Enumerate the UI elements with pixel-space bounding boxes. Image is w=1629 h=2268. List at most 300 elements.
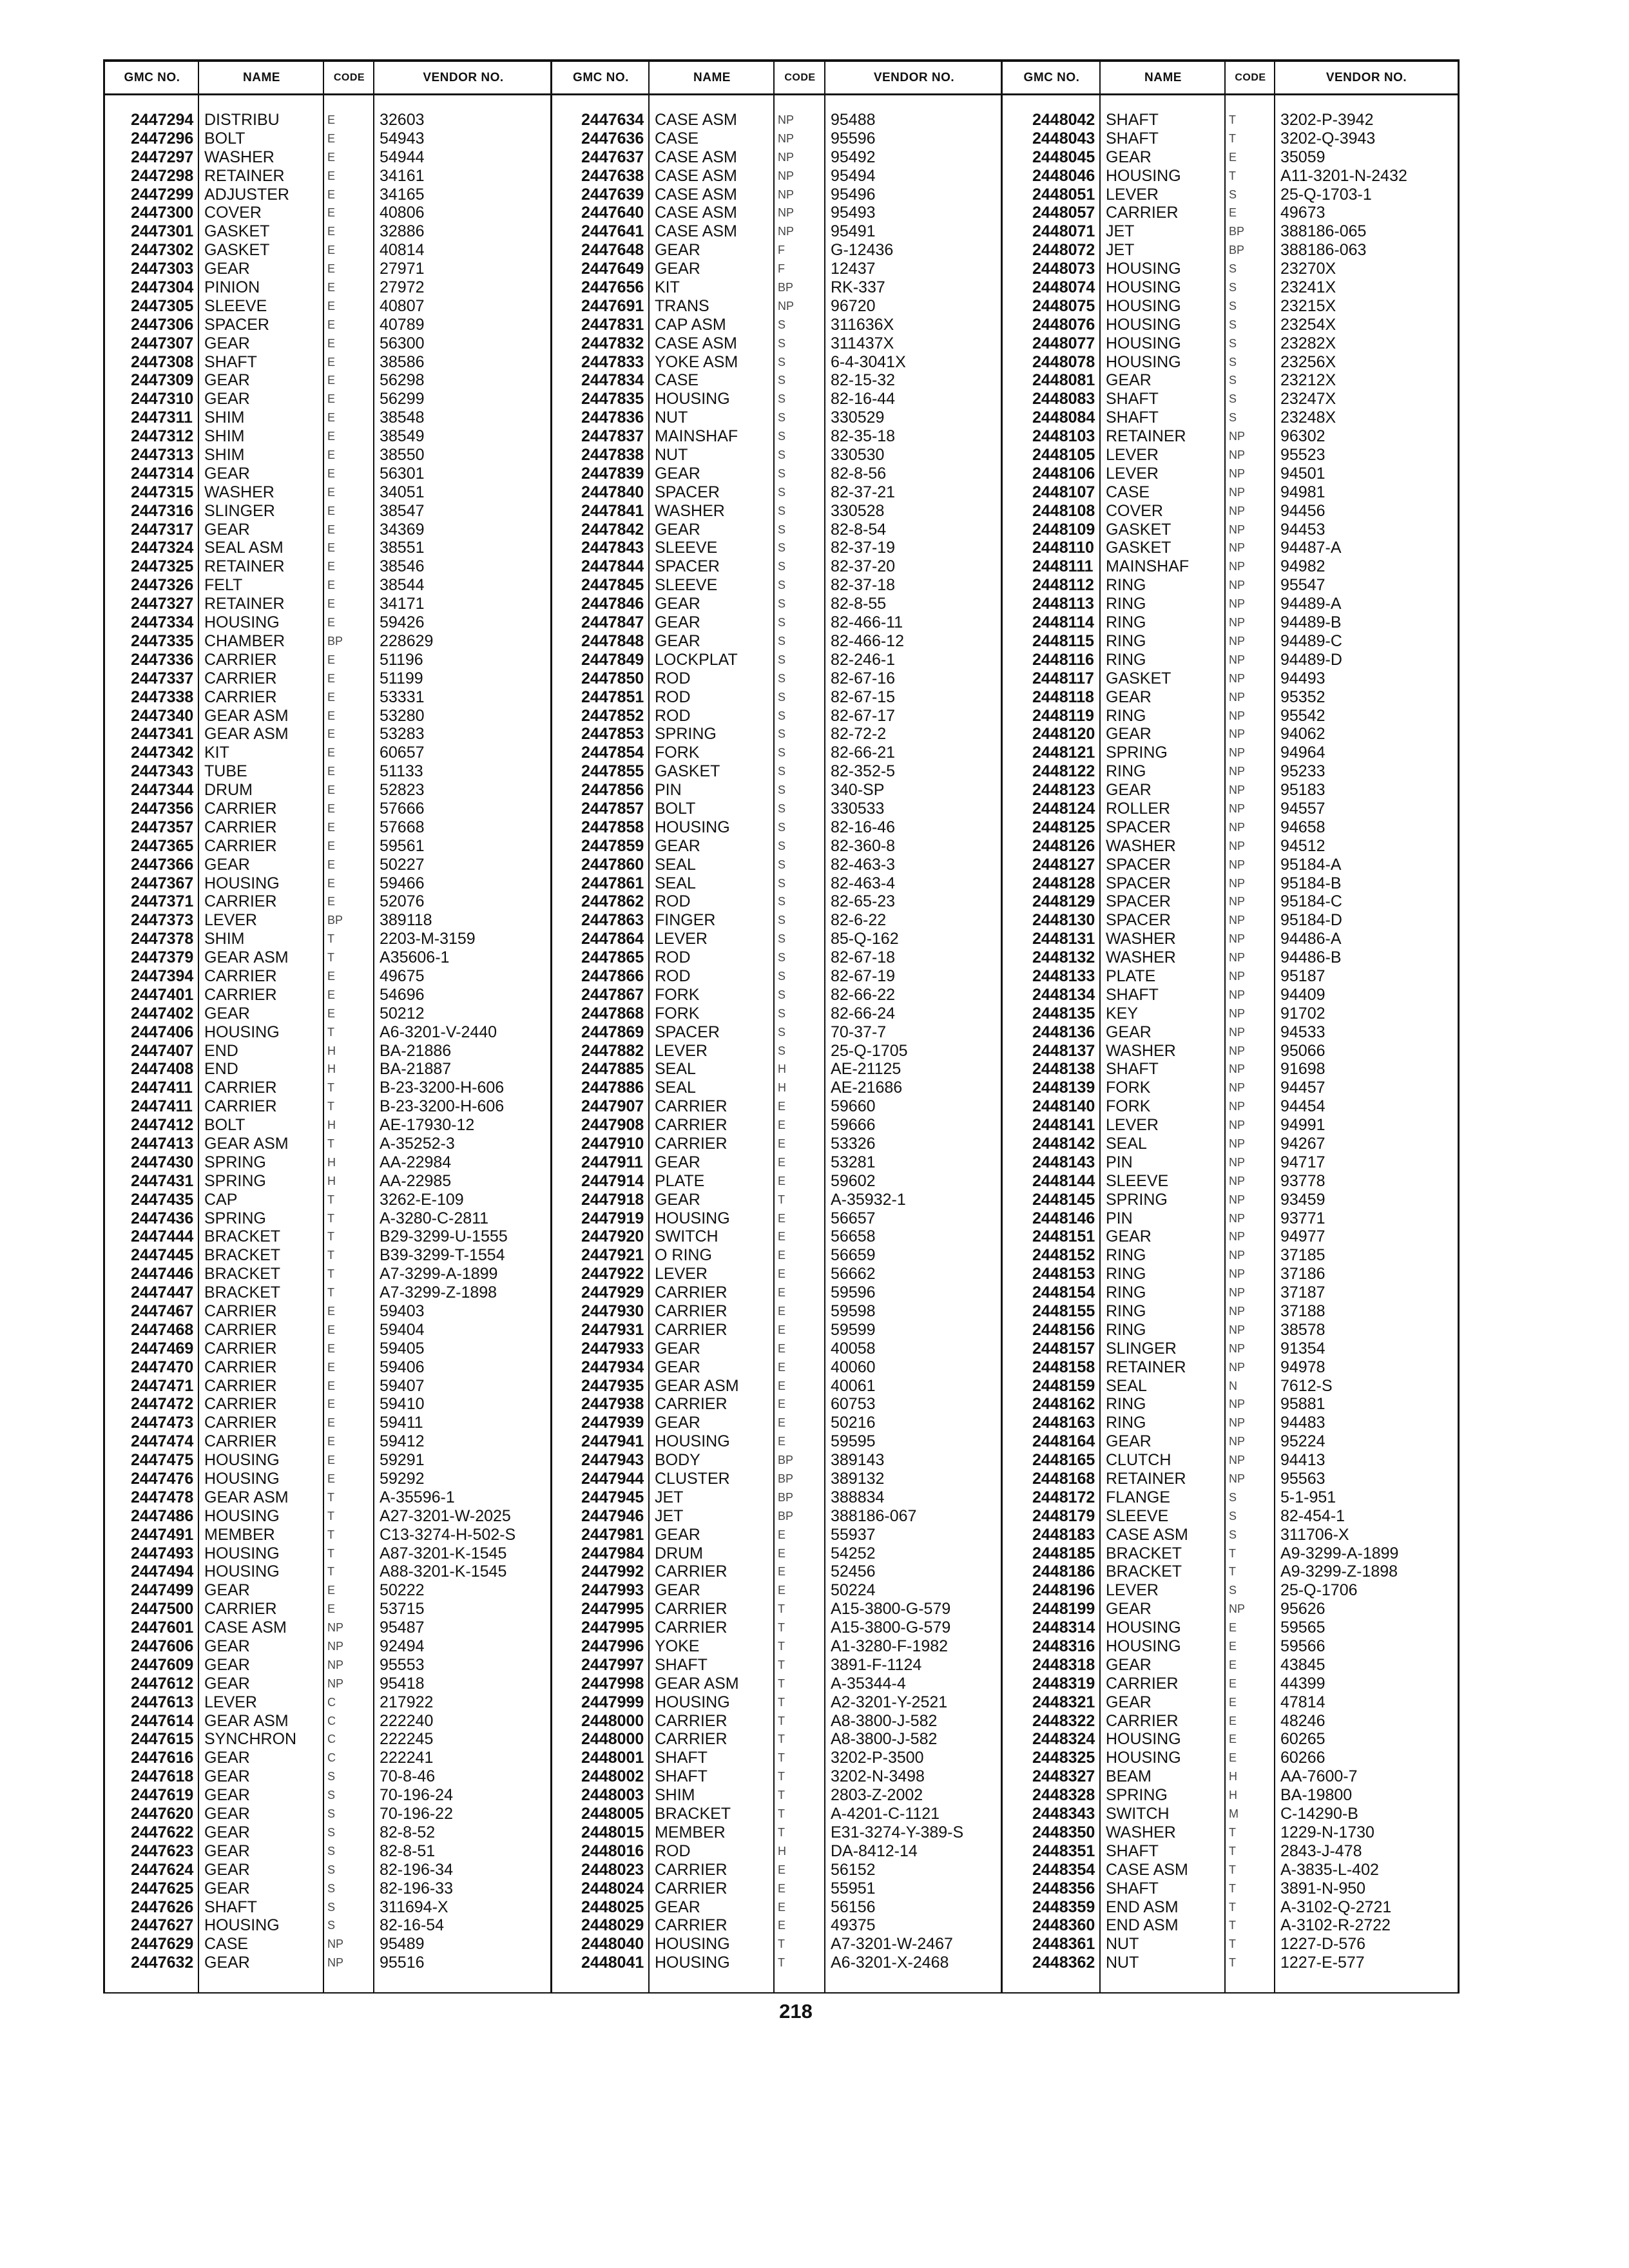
code-cell: E [1229, 206, 1237, 220]
part-name-cell: CASE ASM [655, 111, 737, 129]
vendor-no-cell: 56657 [831, 1209, 876, 1227]
code-cell: T [778, 1621, 785, 1635]
vendor-no-cell: 59595 [831, 1432, 876, 1451]
table-row [1003, 1619, 1458, 1637]
table-row [1003, 1954, 1458, 1972]
part-name-cell: SHIM [204, 446, 245, 465]
code-cell: E [327, 616, 336, 629]
part-name-cell: CARRIER [655, 1619, 728, 1637]
table-row [1003, 1042, 1458, 1061]
gmc-no-cell: 2448119 [1032, 706, 1094, 725]
table-row [552, 1246, 1001, 1265]
code-cell: S [778, 448, 786, 462]
code-cell: E [327, 653, 336, 666]
part-name-cell: LEVER [1106, 1116, 1159, 1135]
vendor-no-cell: 37185 [1280, 1246, 1325, 1265]
gmc-no-cell: 2447992 [581, 1562, 644, 1581]
part-name-cell: SWITCH [1106, 1805, 1170, 1823]
table-row [1003, 483, 1458, 502]
part-name-cell: GASKET [1106, 669, 1171, 687]
part-name-cell: PLATE [1106, 966, 1156, 985]
gmc-no-cell: 2447885 [581, 1060, 644, 1079]
part-name-cell: ROD [655, 687, 691, 706]
gmc-no-cell: 2448045 [1032, 148, 1095, 166]
code-cell: S [778, 690, 786, 704]
gmc-no-cell: 2447334 [131, 613, 194, 632]
part-name-cell: SPACER [204, 315, 269, 334]
table-row [105, 408, 550, 427]
part-name-cell: GEAR [204, 1674, 250, 1693]
vendor-no-cell: 37186 [1280, 1265, 1325, 1283]
vendor-no-cell: 94456 [1280, 501, 1325, 520]
part-name-cell: CASE [655, 129, 699, 148]
part-name-cell: GASKET [204, 241, 270, 260]
gmc-no-cell: 2447407 [131, 1041, 194, 1060]
gmc-no-cell: 2447609 [131, 1655, 194, 1674]
part-name-cell: YOKE ASM [655, 352, 738, 371]
part-name-cell: END ASM [1106, 1916, 1179, 1935]
code-cell: S [1229, 187, 1237, 201]
gmc-no-cell: 2448113 [1032, 595, 1094, 613]
table-row [1003, 1767, 1458, 1786]
gmc-no-cell: 2447302 [131, 241, 194, 260]
table-row [105, 1283, 550, 1302]
code-cell: S [778, 411, 786, 425]
table-block-2 [552, 62, 1003, 1992]
table-row [1003, 837, 1458, 856]
table-row [105, 1060, 550, 1079]
vendor-no-cell: 94717 [1280, 1153, 1325, 1171]
table-row [105, 1302, 550, 1321]
part-name-cell: CARRIER [204, 836, 277, 855]
gmc-no-cell: 2448156 [1032, 1320, 1095, 1339]
gmc-no-cell: 2447299 [131, 185, 194, 204]
part-name-cell: CASE ASM [655, 222, 737, 241]
table-row [1003, 1693, 1458, 1712]
vendor-no-cell: 82-67-15 [831, 687, 896, 706]
vendor-no-cell: 7612-S [1280, 1376, 1333, 1395]
gmc-no-cell: 2448000 [581, 1730, 644, 1749]
vendor-no-cell: 56298 [380, 371, 425, 390]
table-row [1003, 427, 1458, 446]
part-name-cell: FORK [1106, 1097, 1151, 1116]
gmc-no-cell: 2448179 [1032, 1506, 1095, 1525]
part-name-cell: GEAR ASM [204, 725, 289, 744]
vendor-no-cell: AE-21686 [831, 1079, 903, 1097]
part-name-cell: CARRIER [204, 1395, 277, 1414]
table-row [552, 1544, 1001, 1563]
part-name-cell: SLINGER [1106, 1339, 1177, 1358]
part-name-cell: SPACER [1106, 855, 1171, 874]
gmc-no-cell: 2447641 [581, 222, 644, 241]
code-cell: E [778, 1919, 786, 1932]
header-gmc-no: GMC NO. [573, 70, 629, 84]
table-row [105, 1693, 550, 1712]
part-name-cell: SHAFT [1106, 1841, 1159, 1860]
vendor-no-cell: 95626 [1280, 1600, 1325, 1619]
part-name-cell: HOUSING [204, 874, 280, 892]
part-name-cell: ROD [655, 706, 691, 725]
code-cell: E [327, 1379, 336, 1392]
code-cell: S [778, 671, 786, 685]
gmc-no-cell: 2447854 [581, 744, 644, 762]
table-row [105, 1842, 550, 1861]
part-name-cell: HOUSING [204, 1470, 280, 1488]
part-name-cell: CARRIER [204, 1302, 277, 1320]
table-row [552, 762, 1001, 781]
gmc-no-cell: 2448159 [1032, 1376, 1095, 1395]
vendor-no-cell: 5-1-951 [1280, 1488, 1336, 1506]
gmc-no-cell: 2448040 [581, 1935, 644, 1954]
vendor-no-cell: 95523 [1280, 446, 1325, 465]
part-name-cell: FORK [655, 744, 700, 762]
code-cell: E [327, 1602, 336, 1616]
vendor-no-cell: 95184-B [1280, 874, 1342, 892]
part-name-cell: CARRIER [204, 1376, 277, 1395]
code-cell: S [1229, 1490, 1237, 1504]
table-row [552, 483, 1001, 502]
gmc-no-cell: 2447636 [581, 129, 644, 148]
vendor-no-cell: 23256X [1280, 352, 1336, 371]
table-row [552, 222, 1001, 241]
part-name-cell: SLEEVE [655, 539, 718, 557]
header-vendor-no: VENDOR NO. [873, 70, 955, 84]
gmc-no-cell: 2447922 [581, 1265, 644, 1283]
gmc-no-cell: 2448125 [1032, 818, 1095, 836]
code-cell: E [327, 1341, 336, 1355]
table-row [105, 278, 550, 297]
code-cell: E [327, 448, 336, 462]
table-row [552, 818, 1001, 837]
vendor-no-cell: 222241 [380, 1749, 434, 1767]
gmc-no-cell: 2447930 [581, 1302, 644, 1320]
gmc-no-cell: 2447494 [131, 1562, 194, 1581]
gmc-no-cell: 2448139 [1032, 1079, 1095, 1097]
table-row [552, 1600, 1001, 1619]
vendor-no-cell: 388186-067 [831, 1506, 917, 1525]
part-name-cell: GEAR [1106, 371, 1152, 390]
table-row [105, 1805, 550, 1823]
part-name-cell: SPRING [1106, 1190, 1168, 1209]
gmc-no-cell: 2448144 [1032, 1171, 1095, 1190]
part-name-cell: GEAR [204, 1805, 250, 1823]
table-row [552, 316, 1001, 334]
table-row [552, 390, 1001, 408]
vendor-no-cell: 94557 [1280, 799, 1325, 818]
code-cell: NP [1229, 1602, 1246, 1616]
code-cell: NP [778, 113, 795, 126]
code-cell: NP [1229, 1044, 1246, 1057]
gmc-no-cell: 2448361 [1032, 1935, 1095, 1954]
code-cell: E [327, 392, 336, 406]
code-cell: NP [1229, 653, 1246, 666]
code-cell: E [327, 1305, 336, 1318]
vendor-no-cell: 56300 [380, 334, 425, 352]
table-row [1003, 186, 1458, 204]
gmc-no-cell: 2448196 [1032, 1581, 1095, 1600]
code-cell: S [1229, 281, 1237, 294]
code-cell: H [327, 1155, 336, 1169]
vendor-no-cell: 2843-J-478 [1280, 1841, 1362, 1860]
table-row [1003, 1656, 1458, 1675]
part-name-cell: SPACER [1106, 892, 1171, 911]
code-cell: E [327, 244, 336, 257]
vendor-no-cell: 49673 [1280, 204, 1325, 222]
code-cell: E [327, 579, 336, 592]
code-cell: NP [1229, 1174, 1246, 1187]
gmc-no-cell: 2448133 [1032, 966, 1095, 985]
code-cell: E [327, 671, 336, 685]
gmc-no-cell: 2447618 [131, 1767, 194, 1786]
part-name-cell: KIT [655, 278, 680, 297]
vendor-no-cell: 32603 [380, 111, 425, 129]
table-row [1003, 1544, 1458, 1563]
vendor-no-cell: 43845 [1280, 1655, 1325, 1674]
code-cell: T [778, 1714, 785, 1727]
code-cell: NP [327, 1956, 344, 1970]
vendor-no-cell: 82-196-33 [380, 1879, 453, 1898]
gmc-no-cell: 2448105 [1032, 446, 1095, 465]
part-name-cell: HOUSING [1106, 1637, 1181, 1656]
table-row [552, 1898, 1001, 1917]
code-cell: E [327, 690, 336, 704]
code-cell: NP [327, 1677, 344, 1690]
table-header [1003, 62, 1458, 95]
code-cell: S [1229, 336, 1237, 350]
vendor-no-cell: 94483 [1280, 1414, 1325, 1432]
gmc-no-cell: 2447476 [131, 1470, 194, 1488]
table-row [105, 651, 550, 669]
vendor-no-cell: BA-21886 [380, 1041, 452, 1060]
gmc-no-cell: 2447325 [131, 557, 194, 576]
gmc-no-cell: 2448111 [1032, 557, 1094, 576]
part-name-cell: GEAR [204, 1879, 250, 1898]
part-name-cell: CARRIER [204, 687, 277, 706]
code-cell: NP [1229, 1081, 1246, 1095]
vendor-no-cell: 59466 [380, 874, 425, 892]
table-row [1003, 911, 1458, 930]
gmc-no-cell: 2447469 [131, 1339, 194, 1358]
table-row [552, 856, 1001, 874]
gmc-no-cell: 2448083 [1032, 390, 1095, 408]
code-cell: T [1229, 1956, 1236, 1970]
part-name-cell: CARRIER [655, 1283, 728, 1302]
code-cell: S [778, 523, 786, 536]
code-cell: S [778, 504, 786, 517]
code-cell: NP [1229, 1137, 1246, 1150]
table-row [1003, 1079, 1458, 1097]
code-cell: NP [1229, 616, 1246, 629]
vendor-no-cell: 56662 [831, 1265, 876, 1283]
vendor-no-cell: 82-37-18 [831, 576, 896, 595]
code-cell: S [327, 1825, 336, 1839]
code-cell: E [778, 1341, 786, 1355]
part-name-cell: SLEEVE [655, 576, 718, 595]
part-name-cell: CASE ASM [655, 166, 737, 185]
gmc-no-cell: 2448074 [1032, 278, 1095, 297]
code-cell: NP [1229, 523, 1246, 536]
gmc-no-cell: 2448186 [1032, 1562, 1095, 1581]
code-cell: C [327, 1733, 336, 1746]
part-name-cell: RETAINER [204, 595, 285, 613]
gmc-no-cell: 2447371 [131, 892, 194, 911]
code-cell: E [778, 1267, 786, 1281]
part-name-cell: LEVER [1106, 446, 1159, 465]
gmc-no-cell: 2448016 [581, 1841, 644, 1860]
gmc-no-cell: 2447297 [131, 148, 194, 166]
vendor-no-cell: 51199 [380, 669, 423, 687]
code-cell: NP [1229, 448, 1246, 462]
gmc-no-cell: 2447841 [581, 501, 644, 520]
vendor-no-cell: AA-22985 [380, 1171, 452, 1190]
code-cell: T [327, 1528, 334, 1541]
code-cell: E [327, 374, 336, 387]
gmc-no-cell: 2447648 [581, 241, 644, 260]
header-code: CODE [784, 72, 816, 83]
table-row [105, 1823, 550, 1842]
vendor-no-cell: 25-Q-1705 [831, 1041, 908, 1060]
code-cell: NP [1229, 597, 1246, 611]
code-cell: T [778, 1193, 785, 1206]
part-name-cell: JET [1106, 222, 1135, 241]
part-name-cell: END ASM [1106, 1898, 1179, 1916]
table-row [105, 465, 550, 483]
gmc-no-cell: 2447836 [581, 408, 644, 427]
gmc-no-cell: 2448142 [1032, 1134, 1095, 1153]
code-cell: E [778, 1286, 786, 1300]
vendor-no-cell: 56659 [831, 1246, 876, 1265]
table-row [1003, 669, 1458, 688]
code-cell: NP [1229, 1323, 1246, 1336]
table-row [105, 613, 550, 632]
part-name-cell: GEAR [204, 1860, 250, 1879]
vendor-no-cell: 59598 [831, 1302, 876, 1320]
table-row [105, 1619, 550, 1637]
table-row [1003, 800, 1458, 818]
part-name-cell: SPRING [1106, 1786, 1168, 1805]
code-cell: H [327, 1174, 336, 1187]
table-row [105, 1246, 550, 1265]
vendor-no-cell: 94409 [1280, 985, 1325, 1004]
vendor-no-cell: 3202-Q-3943 [1280, 129, 1376, 148]
code-cell: NP [1229, 765, 1246, 778]
table-row [105, 204, 550, 222]
table-row [1003, 446, 1458, 465]
part-name-cell: GEAR [204, 1004, 250, 1023]
gmc-no-cell: 2448319 [1032, 1674, 1095, 1693]
vendor-no-cell: 56152 [831, 1860, 876, 1879]
vendor-no-cell: 12437 [831, 260, 876, 278]
table-row [105, 1526, 550, 1544]
vendor-no-cell: 94981 [1280, 483, 1325, 501]
code-cell: BP [778, 281, 794, 294]
gmc-no-cell: 2448350 [1032, 1823, 1095, 1841]
gmc-no-cell: 2448120 [1032, 725, 1095, 744]
code-cell: E [778, 1323, 786, 1336]
gmc-no-cell: 2447499 [131, 1581, 194, 1600]
gmc-no-cell: 2448112 [1032, 576, 1094, 595]
table-row [552, 707, 1001, 726]
vendor-no-cell: 54252 [831, 1544, 876, 1562]
table-row [105, 1656, 550, 1675]
vendor-no-cell: A6-3201-V-2440 [380, 1023, 497, 1041]
vendor-no-cell: 3202-P-3942 [1280, 111, 1374, 129]
vendor-no-cell: 38550 [380, 446, 425, 465]
table-row [1003, 1879, 1458, 1898]
code-cell: E [778, 1249, 786, 1262]
code-cell: H [778, 1844, 786, 1858]
table-row [552, 986, 1001, 1004]
gmc-no-cell: 2447907 [581, 1097, 644, 1116]
gmc-no-cell: 2447919 [581, 1209, 644, 1227]
gmc-no-cell: 2448001 [581, 1749, 644, 1767]
vendor-no-cell: 82-8-52 [380, 1823, 436, 1841]
gmc-no-cell: 2447921 [581, 1246, 644, 1265]
gmc-no-cell: 2448023 [581, 1860, 644, 1879]
gmc-no-cell: 2447842 [581, 520, 644, 539]
part-name-cell: CARRIER [204, 966, 277, 985]
table-rows [105, 111, 550, 1972]
table-row [552, 1656, 1001, 1675]
gmc-no-cell: 2447920 [581, 1227, 644, 1246]
code-cell: NP [1229, 1267, 1246, 1281]
gmc-no-cell: 2447471 [131, 1376, 194, 1395]
vendor-no-cell: 91354 [1280, 1339, 1325, 1358]
vendor-no-cell: 59426 [380, 613, 425, 632]
table-row [552, 1693, 1001, 1712]
part-name-cell: CARRIER [655, 1116, 728, 1135]
code-cell: NP [1229, 727, 1246, 741]
part-name-cell: SEAL ASM [204, 539, 284, 557]
part-name-cell: CARRIER [204, 1097, 277, 1116]
part-name-cell: GEAR [204, 1749, 250, 1767]
part-name-cell: LEVER [655, 930, 708, 948]
part-name-cell: NUT [655, 446, 688, 465]
table-row [105, 1470, 550, 1488]
part-name-cell: SHIM [655, 1786, 695, 1805]
vendor-no-cell: B39-3299-T-1554 [380, 1246, 505, 1265]
part-name-cell: SHAFT [1106, 129, 1159, 148]
gmc-no-cell: 2447946 [581, 1506, 644, 1525]
table-row [1003, 1321, 1458, 1340]
vendor-no-cell: 49675 [380, 966, 425, 985]
vendor-no-cell: 25-Q-1703-1 [1280, 185, 1372, 204]
table-row [105, 502, 550, 521]
code-cell: H [327, 1119, 336, 1132]
table-row [552, 1191, 1001, 1209]
vendor-no-cell: 311636X [831, 315, 894, 334]
vendor-no-cell: 95596 [831, 129, 876, 148]
code-cell: NP [1229, 560, 1246, 573]
vendor-no-cell: 330528 [831, 501, 885, 520]
part-name-cell: CARRIER [655, 1600, 728, 1619]
table-row [1003, 204, 1458, 222]
table-row [1003, 1377, 1458, 1396]
part-name-cell: HOUSING [655, 390, 730, 408]
table-row [552, 1414, 1001, 1432]
vendor-no-cell: 94489-C [1280, 631, 1342, 650]
part-name-cell: GEAR [1106, 148, 1152, 166]
code-cell: E [327, 131, 336, 145]
code-cell: E [778, 1416, 786, 1430]
gmc-no-cell: 2447626 [131, 1898, 194, 1916]
gmc-no-cell: 2447500 [131, 1600, 194, 1619]
table-row [105, 371, 550, 390]
vendor-no-cell: 330529 [831, 408, 885, 427]
part-name-cell: LEVER [204, 911, 257, 930]
vendor-no-cell: 50216 [831, 1414, 876, 1432]
table-row [552, 502, 1001, 521]
